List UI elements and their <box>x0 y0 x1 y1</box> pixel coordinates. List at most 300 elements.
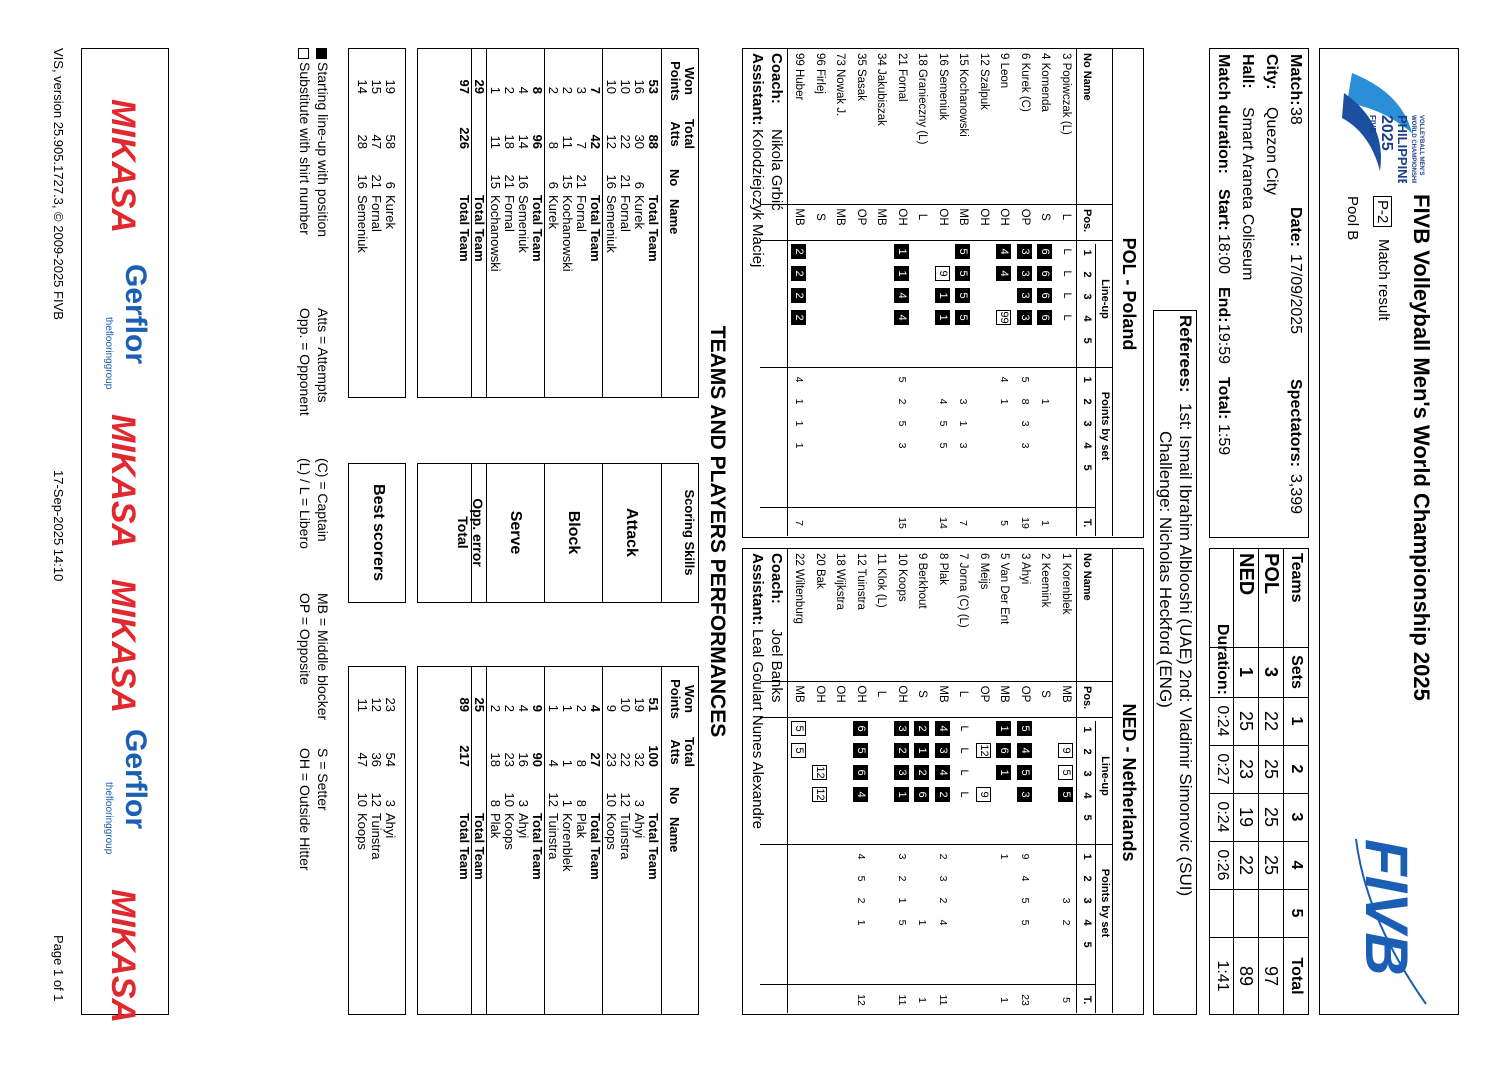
lineup-marker: 1 <box>997 721 1012 736</box>
sponsor-mikasa-4: MIKASA <box>104 889 142 1024</box>
shirt-number: 12 <box>369 792 384 807</box>
lineup-marker: L <box>1061 292 1073 299</box>
svg-text:VOLLEYBALL MEN'S: VOLLEYBALL MEN'S <box>1418 115 1424 176</box>
lineup-marker: L <box>958 725 971 732</box>
sponsor-gerflor-1: Gerflor <box>119 264 152 365</box>
player-name: 12 Tuinstra <box>855 553 867 610</box>
shirt-number: 21 <box>369 174 384 189</box>
skill-label: Attack <box>623 508 640 557</box>
player-total-points: 15 <box>896 517 908 529</box>
shirt-number: 12 <box>546 792 561 807</box>
performance-row <box>384 49 398 397</box>
player-position: OH <box>834 685 847 703</box>
points-in-set: 5 <box>896 420 908 427</box>
performance-row <box>561 49 575 397</box>
player-name: Kurek <box>383 195 398 229</box>
divider <box>661 464 662 602</box>
player-name: Semeniuk <box>516 195 531 253</box>
performance-row <box>547 49 561 397</box>
svg-text:WORLD CHAMPIONSHIP: WORLD CHAMPIONSHIP <box>1410 115 1416 183</box>
divider <box>486 464 487 602</box>
total-atts: 90 <box>530 752 545 767</box>
substitute-marker: 5 <box>792 743 807 758</box>
total-atts: 14 <box>516 134 531 149</box>
coach-name: Joel Banks <box>768 629 785 703</box>
coach-label: Coach: <box>768 53 785 104</box>
end-time: 19:59 <box>1215 324 1232 365</box>
player-row <box>850 49 871 536</box>
score-duration-label: Duration: <box>1214 623 1231 695</box>
lineup-marker: 6 <box>853 765 868 780</box>
lineup-set-header: 3 <box>1081 293 1093 300</box>
no-header: No <box>667 787 682 805</box>
total-atts: 8 <box>574 759 589 767</box>
svg-text:PHILIPPINES: PHILIPPINES <box>1395 115 1410 183</box>
total-atts: 7 <box>574 141 589 149</box>
performance-row <box>458 49 472 397</box>
player-position: MB <box>957 208 970 226</box>
points-in-set: 1 <box>896 897 908 904</box>
points-in-set: 3 <box>1060 897 1072 904</box>
lineup-marker: 2 <box>915 765 930 780</box>
player-name: Total Team <box>646 195 661 262</box>
points-in-set: 1 <box>998 398 1011 405</box>
lineup-marker: 1 <box>894 244 909 259</box>
points-in-set: 1 <box>916 919 929 926</box>
points-in-set: 1 <box>793 398 806 405</box>
player-position: MB <box>875 208 888 226</box>
substitute-marker: 99 <box>998 311 1011 324</box>
shirt-number: 6 <box>632 181 647 189</box>
substitute-marker: 12 <box>978 744 990 757</box>
footer-date: 17-Sep-2025 14:10 <box>51 470 66 582</box>
points-in-set: 3 <box>957 442 970 449</box>
lineup-set-header: 1 <box>1081 249 1093 256</box>
points-set-header: 3 <box>1081 420 1093 427</box>
shirt-number: 3 <box>383 799 398 807</box>
performance-row <box>633 667 647 1014</box>
score-header-set2: 2 <box>1288 764 1305 774</box>
performance-row <box>547 667 561 1014</box>
player-row <box>1014 49 1035 536</box>
shirt-number: 8 <box>574 799 589 807</box>
performances-area <box>355 48 699 1015</box>
points-set-header: 2 <box>1081 398 1093 405</box>
performance-row <box>531 667 545 1014</box>
performance-row <box>473 667 487 1014</box>
pol-team-title: POL - Poland <box>1119 237 1139 351</box>
total-label: Total: <box>1215 377 1232 420</box>
total-atts: 36 <box>369 752 384 767</box>
points-set-header: 2 <box>1081 875 1093 882</box>
player-position: OH <box>814 685 826 703</box>
lineup-marker: 2 <box>792 244 807 259</box>
won-points: 19 <box>383 79 398 94</box>
player-name: 5 Van Der Ent <box>998 553 1011 625</box>
performance-row <box>517 49 531 397</box>
player-name: 7 Jorna (C) (L) <box>957 553 970 628</box>
won-points: 1 <box>488 86 503 94</box>
player-total-points: 1 <box>916 997 929 1003</box>
won-points: 2 <box>502 86 517 94</box>
won-points: 53 <box>646 79 661 94</box>
player-name: 99 Huber <box>793 53 806 101</box>
player-row <box>829 549 850 1013</box>
player-total-points: 12 <box>855 994 867 1006</box>
lineup-set-header: 5 <box>1081 337 1093 344</box>
won-points-header: Won Points <box>668 61 697 101</box>
player-name: Total Team <box>457 195 472 262</box>
player-name: Fornal <box>502 195 517 232</box>
total-atts: 23 <box>604 752 619 767</box>
won-points: 1 <box>560 704 575 712</box>
player-name: Plak <box>574 813 589 839</box>
won-points: 89 <box>457 697 472 712</box>
pos-header: Pos. <box>1081 209 1093 233</box>
player-position: OH <box>978 208 990 226</box>
player-position: L <box>1060 213 1072 221</box>
player-row <box>911 549 932 1013</box>
player-name: 6 Meijs <box>978 553 990 590</box>
player-name: Tuinstra <box>546 813 561 860</box>
won-points: 16 <box>632 79 647 94</box>
performance-row <box>647 667 661 1014</box>
player-name: 3 Popiwczak (L) <box>1060 53 1072 135</box>
player-name: Tuinstra <box>618 813 633 860</box>
score-duration-s4: 0:26 <box>1214 849 1231 881</box>
divider <box>1076 49 1077 536</box>
total-atts: 12 <box>604 134 619 149</box>
score-header-total: Total <box>1288 957 1305 995</box>
player-row <box>829 49 850 536</box>
lineup-marker: 4 <box>894 310 909 325</box>
points-in-set: 1 <box>1039 398 1052 405</box>
points-in-set: 1 <box>957 420 970 427</box>
total-atts: 11 <box>560 135 575 149</box>
points-in-set: 2 <box>855 897 867 904</box>
player-row <box>1055 549 1076 1013</box>
shirt-number: 6 <box>383 181 398 189</box>
points-in-set: 8 <box>1019 398 1031 405</box>
hall-value: Smart Araneta Coliseum <box>1239 107 1256 281</box>
score-s1-pol: 22 <box>1261 710 1281 732</box>
player-position: OP <box>1019 208 1031 226</box>
player-name: Semeniuk <box>604 195 619 253</box>
points-in-set: 4 <box>1019 875 1031 882</box>
points-in-set: 1 <box>855 919 867 926</box>
total-header: T. <box>1081 518 1093 528</box>
referees-box <box>1153 310 1197 1015</box>
player-total-points: 1 <box>998 997 1011 1003</box>
no-name-header: No Name <box>1081 553 1093 601</box>
svg-text:FIVB: FIVB <box>1353 839 1420 976</box>
points-in-set: 5 <box>896 919 908 926</box>
name-header: Name <box>667 817 682 853</box>
score-header-sets: Sets <box>1288 655 1305 689</box>
player-total-points: 14 <box>937 517 949 529</box>
shirt-number: 10 <box>604 792 619 807</box>
won-points: 2 <box>560 86 575 94</box>
points-set-header: 1 <box>1081 376 1093 383</box>
shirt-number: 10 <box>502 792 517 807</box>
divider <box>661 667 662 1014</box>
performance-row <box>489 49 503 397</box>
lineup-marker: 4 <box>1017 743 1032 758</box>
player-name: Korenblek <box>560 813 575 872</box>
won-points: 7 <box>588 86 603 94</box>
score-duration-total: 1:41 <box>1214 960 1231 992</box>
score-total-ned: 89 <box>1236 965 1256 987</box>
score-header-set3: 3 <box>1288 812 1305 822</box>
shirt-number: 6 <box>546 181 561 189</box>
player-name: Semeniuk <box>355 195 370 253</box>
player-name: 3 Ahyi <box>1019 553 1031 585</box>
player-name: Total Team <box>588 813 603 880</box>
won-points: 4 <box>516 86 531 94</box>
won-points: 2 <box>546 86 561 94</box>
performance-row <box>458 667 472 1014</box>
player-position: OP <box>1019 685 1031 703</box>
ned-roster-box <box>742 548 1144 1015</box>
won-points: 3 <box>574 86 589 94</box>
points-set-header: 1 <box>1081 853 1093 860</box>
substitute-marker: 12 <box>814 788 826 801</box>
player-row <box>973 549 994 1013</box>
points-in-set: 3 <box>957 398 970 405</box>
player-name: Plak <box>488 813 503 839</box>
player-position: MB <box>793 685 806 703</box>
lineup-marker: 2 <box>792 266 807 281</box>
score-s4-ned: 22 <box>1236 854 1256 876</box>
points-in-set: 5 <box>1019 897 1031 904</box>
lineup-marker: 4 <box>935 721 950 736</box>
player-position: S <box>1039 690 1052 698</box>
referees-label: Referees: <box>1176 315 1195 393</box>
points-in-set: 3 <box>1019 442 1031 449</box>
divider <box>602 464 603 602</box>
player-total-points: 11 <box>896 994 908 1006</box>
player-row <box>891 49 912 536</box>
total-atts: 27 <box>588 752 603 767</box>
no-header: No <box>667 169 682 187</box>
empty-square-icon <box>298 48 309 59</box>
name-header: Name <box>667 199 682 235</box>
performance-row <box>619 667 633 1014</box>
points-in-set: 5 <box>1019 376 1031 383</box>
spectators-label: Spectators: <box>1287 379 1304 468</box>
player-position: OP <box>855 208 867 226</box>
player-row <box>932 549 953 1013</box>
legend-libero: (L) / L = Libero <box>297 458 313 549</box>
points-by-set-header: Points by set <box>1099 391 1111 461</box>
score-header-set5: 5 <box>1288 908 1305 918</box>
lineup-marker: 6 <box>1038 244 1053 259</box>
performance-row <box>589 667 603 1014</box>
points-in-set: 5 <box>896 376 908 383</box>
player-row <box>870 549 891 1013</box>
won-points: 2 <box>502 704 517 712</box>
won-points: 9 <box>530 704 545 712</box>
player-name: Ahyi <box>383 813 398 839</box>
player-name: Fornal <box>574 195 589 232</box>
score-header-teams: Teams <box>1288 553 1305 603</box>
lineup-marker: 3 <box>1017 288 1032 303</box>
ned-best-scorers-box <box>348 666 406 1015</box>
sponsor-gerflor-sub-1: theflooringgroup <box>103 317 114 390</box>
lineup-set-header: 4 <box>1081 792 1093 799</box>
lineup-marker: 6 <box>915 787 930 802</box>
score-s2-ned: 23 <box>1236 758 1256 780</box>
lineup-set-header: 5 <box>1081 814 1093 821</box>
lineup-marker: 3 <box>935 743 950 758</box>
won-points: 2 <box>488 704 503 712</box>
score-box <box>1209 548 1309 1015</box>
player-total-points: 19 <box>1019 517 1031 529</box>
player-position: MB <box>998 685 1011 703</box>
shirt-number: 15 <box>560 174 575 189</box>
points-in-set: 5 <box>937 420 949 427</box>
sponsor-mikasa-1: MIKASA <box>104 99 142 234</box>
total-atts: 22 <box>618 134 633 149</box>
scoring-skills-header: Scoring Skills <box>682 489 697 576</box>
points-in-set: 2 <box>937 853 949 860</box>
player-position: MB <box>1060 685 1072 703</box>
page-title: FIVB Volleyball Men's World Championship 2025 <box>1409 194 1434 701</box>
assistant-label: Assistant: <box>749 553 766 626</box>
substitute-marker: 9 <box>1058 743 1073 758</box>
performance-row <box>370 49 384 397</box>
player-row <box>993 549 1014 1013</box>
divider <box>544 464 545 602</box>
player-name: Total Team <box>457 813 472 880</box>
performance-row <box>503 667 517 1014</box>
score-duration-s1: 0:24 <box>1214 705 1231 737</box>
won-points: 2 <box>574 704 589 712</box>
points-in-set: 3 <box>937 875 949 882</box>
lineup-marker: 1 <box>915 743 930 758</box>
header-box <box>1319 48 1459 1015</box>
player-row <box>952 549 973 1013</box>
score-s1-ned: 25 <box>1236 710 1256 732</box>
won-points: 12 <box>369 697 384 712</box>
lineup-marker: 1 <box>894 266 909 281</box>
total-atts: 96 <box>530 134 545 149</box>
player-name: 18 Wijkstra <box>834 553 847 610</box>
lineup-marker: L <box>1061 248 1073 255</box>
total-atts: 226 <box>457 127 472 149</box>
total-atts: 18 <box>502 134 517 149</box>
player-name: 10 Koops <box>896 553 908 602</box>
points-in-set: 5 <box>1019 919 1031 926</box>
legend-setter: S = Setter <box>315 748 331 811</box>
player-name: Total Team <box>530 195 545 262</box>
player-name: 2 Keemink <box>1039 553 1052 608</box>
player-name: Ahyi <box>516 813 531 839</box>
player-total-points: 11 <box>937 994 949 1006</box>
svg-text:FIVB: FIVB <box>1368 115 1377 134</box>
lineup-marker: 2 <box>915 721 930 736</box>
lineup-marker: 5 <box>956 266 971 281</box>
start-label: Start: <box>1215 189 1232 231</box>
points-in-set: 4 <box>998 376 1011 383</box>
date-label: Date: <box>1287 207 1304 248</box>
lineup-marker: 4 <box>997 266 1012 281</box>
lineup-set-header: 3 <box>1081 770 1093 777</box>
performance-row <box>503 49 517 397</box>
end-label: End: <box>1215 287 1232 323</box>
divider <box>1112 49 1113 536</box>
player-name: 11 Klok (L) <box>875 553 888 608</box>
total-atts: 8 <box>546 141 561 149</box>
lineup-marker: L <box>958 747 971 754</box>
points-by-set-header: Points by set <box>1099 868 1111 938</box>
won-points: 11 <box>355 698 370 712</box>
score-team-pol: POL <box>1260 553 1282 595</box>
lineup-marker: 1 <box>935 288 950 303</box>
shirt-number: 16 <box>604 174 619 189</box>
lineup-marker: 6 <box>853 721 868 736</box>
player-name: Koops <box>604 813 619 850</box>
total-atts: 30 <box>632 134 647 149</box>
points-in-set: 3 <box>896 442 908 449</box>
shirt-number: 12 <box>618 792 633 807</box>
shirt-number: 1 <box>560 799 575 807</box>
referees-line1: 1st: Ismail Ibrahim Alblooshi (UAE) 2nd: Vladimir Simonovic (SUI) <box>1176 403 1195 897</box>
player-row <box>993 49 1014 536</box>
ned-team-title: NED - Netherlands <box>1119 703 1139 862</box>
player-name: Ahyi <box>632 813 647 839</box>
player-total-points: 5 <box>998 520 1011 526</box>
fivb-logo <box>1336 829 1436 1009</box>
divider <box>1095 244 1096 536</box>
lineup-marker: L <box>1061 314 1073 321</box>
performance-row <box>370 667 384 1014</box>
sponsor-gerflor-sub-2: theflooringgroup <box>103 782 114 855</box>
lineup-marker: L <box>958 791 971 798</box>
legend-starting: Starting line-up with position <box>315 48 331 237</box>
lineup-marker: 3 <box>894 765 909 780</box>
lineup-marker: 2 <box>792 288 807 303</box>
performance-row <box>633 49 647 397</box>
substitute-marker: 9 <box>935 266 950 281</box>
player-name: Total Team <box>588 195 603 262</box>
player-position: OH <box>896 208 908 226</box>
player-total-points: 23 <box>1019 994 1031 1006</box>
player-row <box>850 549 871 1013</box>
total-atts: 58 <box>383 134 398 149</box>
player-row <box>932 49 953 536</box>
player-name: 1 Korenblek <box>1060 553 1072 615</box>
player-name: 15 Kochanowski <box>957 53 970 137</box>
points-in-set: 9 <box>1019 853 1031 860</box>
lineup-set-header: 2 <box>1081 748 1093 755</box>
points-set-header: 3 <box>1081 897 1093 904</box>
points-in-set: 1 <box>998 853 1011 860</box>
hall-label: Hall: <box>1239 54 1256 89</box>
filled-square-icon <box>316 48 327 59</box>
player-name: Total Team <box>472 195 487 262</box>
lineup-marker: 4 <box>853 787 868 802</box>
shirt-number: 3 <box>632 799 647 807</box>
player-position: S <box>814 213 826 221</box>
performance-row <box>561 667 575 1014</box>
lineup-marker: 1 <box>935 310 950 325</box>
player-name: 9 Berkhout <box>916 553 929 609</box>
total-atts: 22 <box>618 752 633 767</box>
player-row <box>1034 49 1055 536</box>
legend-op: OP = Opposite <box>297 593 313 685</box>
substitute-marker: 5 <box>1058 765 1073 780</box>
